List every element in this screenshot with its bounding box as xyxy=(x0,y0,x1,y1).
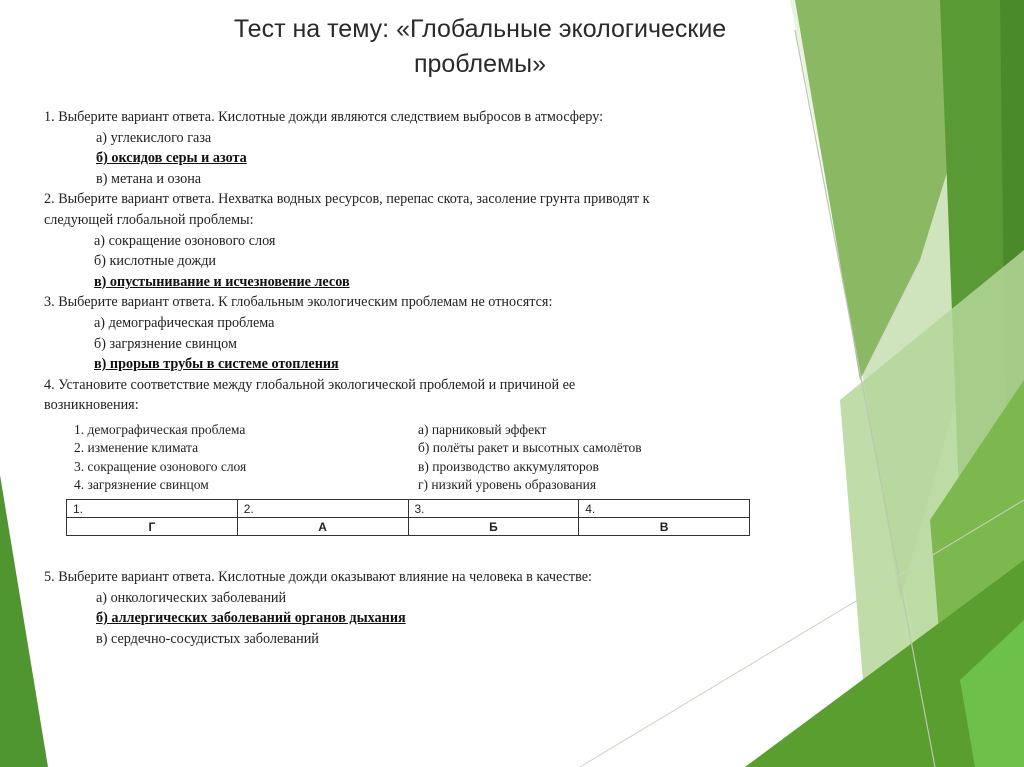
title-line-2: проблемы» xyxy=(413,50,547,78)
question-2-line-2: следующей глобальной проблемы: xyxy=(44,211,254,228)
answer-table-head-1: 1. xyxy=(67,500,238,518)
test-content xyxy=(44,107,784,505)
question-4-line-2: возникновения: xyxy=(44,397,139,414)
question-2-line-1: 2. Выберите вариант ответа. Нехватка водных ресурсов, перепас скота, засоление грунта приводят к xyxy=(44,191,650,208)
q1-option-a: а) углекислого газа xyxy=(96,129,212,146)
matching-row xyxy=(74,458,784,477)
match-right-3: в) производство аккумуляторов xyxy=(418,458,599,474)
answer-table xyxy=(66,499,750,536)
question-5: 5. Выберите вариант ответа. Кислотные дожди оказывают влияние на человека в качестве: xyxy=(44,569,592,585)
q2-option-a: а) сокращение озонового слоя xyxy=(94,232,276,249)
q3-option-b: б) загрязнение свинцом xyxy=(94,335,237,352)
match-left-4: 4. загрязнение свинцом xyxy=(74,477,209,493)
q2-option-c-correct: в) опустынивание и исчезновение лесов xyxy=(94,273,350,290)
matching-row xyxy=(74,439,784,458)
q2-option-b: б) кислотные дожди xyxy=(94,253,216,270)
q5-option-c: в) сердечно-сосудистых заболеваний xyxy=(96,630,319,647)
answer-table-cell-3: Б xyxy=(408,518,579,536)
answer-table-cell-1: Г xyxy=(67,518,238,536)
question-4-line-1: 4. Установите соответствие между глобальной экологической проблемой и причиной ее xyxy=(44,376,576,393)
match-left-3: 3. сокращение озонового слоя xyxy=(74,458,247,474)
title-line-1: Тест на тему: «Глобальные экологические xyxy=(233,15,727,43)
question-1: 1. Выберите вариант ответа. Кислотные дожди являются следствием выбросов в атмосферу: xyxy=(44,109,604,125)
question-5-block xyxy=(44,567,784,649)
deco-shape-left xyxy=(0,475,48,767)
q1-option-c: в) метана и озона xyxy=(96,170,202,187)
q3-option-a: а) демографическая проблема xyxy=(94,314,275,331)
answer-table-cell-4: В xyxy=(579,518,750,536)
q3-option-c-correct: в) прорыв трубы в системе отопления xyxy=(94,356,339,373)
matching-row xyxy=(74,421,784,440)
answer-table-cell-2: А xyxy=(237,518,408,536)
q5-option-a: а) онкологических заболеваний xyxy=(96,589,287,606)
q5-option-b-correct: б) аллергических заболеваний органов дыхания xyxy=(96,610,406,627)
match-right-1: а) парниковый эффект xyxy=(418,421,547,437)
page-title xyxy=(180,12,780,82)
question-3: 3. Выберите вариант ответа. К глобальным экологическим проблемам не относятся: xyxy=(44,294,553,311)
matching-list xyxy=(74,421,784,505)
matching-row xyxy=(74,476,784,495)
answer-table-header-row xyxy=(67,500,750,518)
match-left-1: 1. демографическая проблема xyxy=(74,421,246,437)
match-left-2: 2. изменение климата xyxy=(74,440,199,456)
answer-table-head-3: 3. xyxy=(408,500,579,518)
answer-table-head-4: 4. xyxy=(579,500,750,518)
match-right-2: б) полёты ракет и высотных самолётов xyxy=(418,440,642,456)
match-right-4: г) низкий уровень образования xyxy=(418,477,597,493)
q1-option-b-correct: б) оксидов серы и азота xyxy=(96,150,247,167)
answer-table-head-2: 2. xyxy=(237,500,408,518)
answer-table-answer-row xyxy=(67,518,750,536)
